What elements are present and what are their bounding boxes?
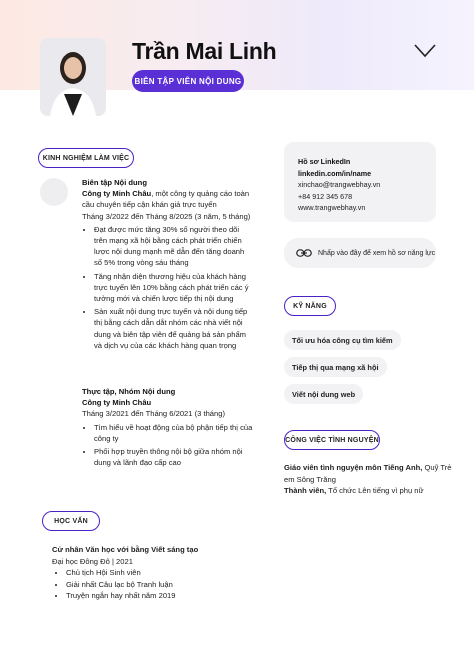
experience-bullet: • Sản xuất nội dung trực tuyến và nội dung tiếp thị bằng cách dẫn dắt nhóm các nhà viết nội dung và biên tập viên để quảng bá sản phẩm và dịch vụ của các khách hàng quan trọng	[94, 306, 254, 351]
avatar	[40, 38, 106, 116]
experience-bullet: • Tìm hiểu về hoạt động của bộ phận tiếp thị của công ty	[94, 422, 254, 444]
experience-bullet: • Tăng nhận diện thương hiệu của khách hàng trực tuyến lên 10% bằng cách phát triển các ý tưởng mới và chiến lược tiếp thị nội dung	[94, 271, 254, 305]
volunteer-role: Giáo viên tình nguyện môn Tiếng Anh,	[284, 463, 423, 472]
education-item: • Chủ tịch Hội Sinh viên	[66, 567, 252, 579]
education-degree: Cử nhân Văn học với bằng Viết sáng tạo	[52, 545, 199, 554]
experience-item-2	[82, 386, 254, 468]
contact-email[interactable]: xinchao@trangwebhay.vn	[298, 180, 381, 189]
section-experience: KINH NGHIỆM LÀM VIỆC	[38, 148, 134, 168]
section-education: HỌC VẤN	[42, 511, 100, 531]
portfolio-link-button[interactable]	[284, 238, 436, 268]
portfolio-link-label: Nhấp vào đây để xem hồ sơ năng lực	[318, 249, 436, 257]
experience-bullet: • Phối hợp truyền thông nội bộ giữa nhóm nội dung và lãnh đạo cấp cao	[94, 446, 254, 468]
experience-company-desc: , một công ty quảng cáo toàn cầu chuyên tiếp cận khán giả trực tuyến	[82, 189, 250, 210]
contact-website[interactable]: www.trangwebhay.vn	[298, 203, 366, 212]
experience-period: Tháng 3/2022 đến Tháng 8/2025 (3 năm, 5 tháng)	[82, 211, 251, 221]
section-skills: KỸ NĂNG	[284, 296, 336, 316]
candidate-name: Trần Mai Linh	[132, 38, 277, 64]
experience-company: Công ty Minh Châu	[82, 398, 152, 408]
volunteer-org: Tổ chức Lên tiếng vì phụ nữ	[326, 486, 424, 495]
job-title-badge: BIÊN TẬP VIÊN NỘI DUNG	[132, 70, 244, 92]
experience-company: Công ty Minh Châu	[82, 189, 152, 199]
experience-bullet: • Đạt được mức tăng 30% số người theo dõi trên mạng xã hội bằng cách phát triển chiến lược nội dung mạnh mẽ dẫn đến tăng doanh số 5% trong vòng sáu tháng	[94, 224, 254, 269]
contact-phone: +84 912 345 678	[298, 191, 353, 201]
link-icon	[296, 249, 312, 257]
education-block	[52, 544, 252, 602]
skill-tag: Viết nội dung web	[284, 384, 363, 404]
skill-tag: Tối ưu hóa công cụ tìm kiếm	[284, 330, 401, 350]
education-school: Đại học Đông Đô | 2021	[52, 556, 133, 566]
timeline-marker	[40, 178, 68, 206]
volunteer-block	[284, 462, 454, 497]
experience-role: Thực tập, Nhóm Nội dung	[82, 387, 176, 396]
volunteer-org: Quỹ Trẻ em Sông Trăng	[284, 463, 452, 484]
chevron-down-icon[interactable]	[414, 44, 436, 58]
section-volunteer: CÔNG VIỆC TÌNH NGUYỆN	[284, 430, 380, 450]
volunteer-role: Thành viên,	[284, 486, 327, 495]
education-item: • Truyện ngắn hay nhất năm 2019	[66, 590, 252, 602]
experience-role: Biên tập Nội dung	[82, 178, 147, 187]
skill-tag: Tiếp thị qua mạng xã hội	[284, 357, 387, 377]
linkedin-link[interactable]: Hồ sơ LinkedIn linkedin.com/in/name	[298, 157, 372, 178]
experience-period: Tháng 3/2021 đến Tháng 6/2021 (3 tháng)	[82, 409, 225, 419]
education-item: • Giải nhất Câu lạc bộ Tranh luận	[66, 579, 252, 591]
experience-item-1	[82, 177, 254, 351]
contact-card	[284, 142, 436, 222]
